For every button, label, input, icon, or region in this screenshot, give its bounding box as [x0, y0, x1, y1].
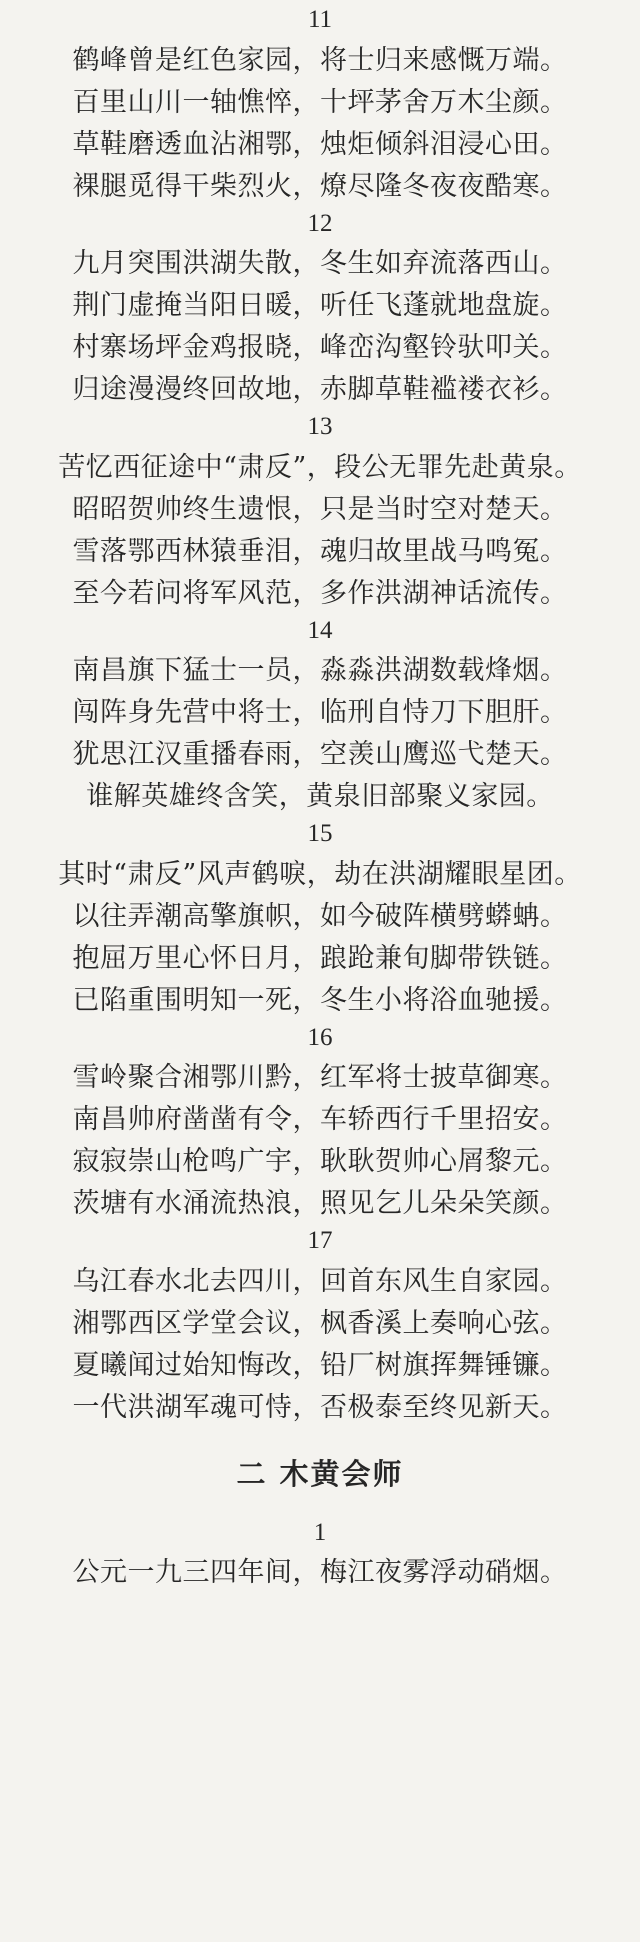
- poem-line: 九月突围洪湖失散，冬生如弃流落西山。: [72, 248, 568, 279]
- poem-line: 草鞋磨透血沾湘鄂，烛炬倾斜泪浸心田。: [72, 129, 568, 160]
- stanza-number-14: 14: [307, 617, 333, 644]
- stanza-number-12: 12: [307, 210, 333, 237]
- poem-line: 以往弄潮高擎旗帜，如今破阵横劈蟒蚺。: [72, 901, 568, 932]
- poem-line: 荆门虚掩当阳日暖，听任飞蓬就地盘旋。: [72, 290, 568, 321]
- poem-line: 昭昭贺帅终生遗恨，只是当时空对楚天。: [72, 494, 568, 525]
- poem-line: 苦忆西征途中“肃反”，段公无罪先赴黄泉。: [58, 452, 582, 483]
- poem-line: 夏曦闻过始知悔改，铅厂树旗挥舞锤镰。: [72, 1350, 568, 1381]
- poem-line: 谁解英雄终含笑，黄泉旧部聚义家园。: [86, 781, 554, 812]
- poem-line: 雪落鄂西林猿垂泪，魂归故里战马鸣冤。: [72, 536, 568, 567]
- section-title: 二 木黄会师: [236, 1457, 404, 1491]
- poem-line: 鹤峰曾是红色家园，将士归来感慨万端。: [72, 45, 568, 76]
- poem-line: 百里山川一轴憔悴，十坪茅舍万木尘颜。: [72, 87, 568, 118]
- poem-line: 寂寂崇山枪鸣广宇，耿耿贺帅心屑黎元。: [72, 1146, 568, 1177]
- poem-line: 村寨场坪金鸡报晓，峰峦沟壑铃驮叩关。: [72, 332, 568, 363]
- poem-line: 抱屈万里心怀日月，踉跄兼旬脚带铁链。: [72, 943, 568, 974]
- poem-line: 公元一九三四年间，梅江夜雾浮动硝烟。: [72, 1557, 568, 1588]
- poem-line: 裸腿觅得干柴烈火，燎尽隆冬夜夜酷寒。: [72, 171, 568, 202]
- stanza-number-11: 11: [307, 6, 333, 33]
- poem-line: 其时“肃反”风声鹤唳，劫在洪湖耀眼星团。: [58, 859, 582, 890]
- poem-line: 归途漫漫终回故地，赤脚草鞋褴褛衣衫。: [72, 374, 568, 405]
- poem-line: 乌江春水北去四川，回首东风生自家园。: [72, 1266, 568, 1297]
- poem-line: 雪岭聚合湘鄂川黔，红军将士披草御寒。: [72, 1062, 568, 1093]
- poem-line: 南昌旗下猛士一员，淼淼洪湖数载烽烟。: [72, 655, 568, 686]
- poem-line: 犹思江汉重播春雨，空羡山鹰巡弋楚天。: [72, 739, 568, 770]
- poem-line: 一代洪湖军魂可恃，否极泰至终见新天。: [72, 1392, 568, 1423]
- stanza-number-15: 15: [307, 820, 333, 847]
- poem-line: 已陷重围明知一死，冬生小将浴血驰援。: [72, 985, 568, 1016]
- stanza-number-13: 13: [307, 413, 333, 440]
- poem-line: 茨塘有水涌流热浪，照见乞儿朵朵笑颜。: [72, 1188, 568, 1219]
- stanza-number-16: 16: [307, 1024, 333, 1051]
- poem-line: 湘鄂西区学堂会议，枫香溪上奏响心弦。: [72, 1308, 568, 1339]
- poem-line: 闯阵身先营中将士，临刑自恃刀下胆肝。: [72, 697, 568, 728]
- poem-line: 南昌帅府凿凿有令，车轿西行千里招安。: [72, 1104, 568, 1135]
- poem-line: 至今若问将军风范，多作洪湖神话流传。: [72, 578, 568, 609]
- stanza-number-17: 17: [307, 1227, 333, 1254]
- section-stanza-number: 1: [313, 1519, 327, 1546]
